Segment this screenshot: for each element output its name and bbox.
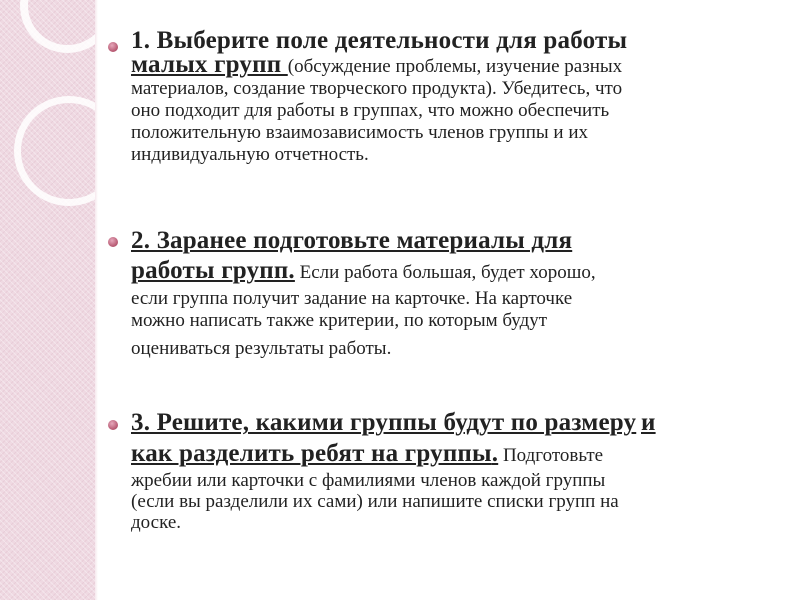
item-2-body-line: можно написать также критерии, по которым будут: [131, 310, 548, 331]
item-2-line-2: [131, 256, 771, 288]
item-2-heading-line-1: 2. Заранее подготовьте материалы для: [131, 227, 573, 254]
item-3-line-2: [131, 440, 771, 470]
item-3-text: [131, 408, 771, 533]
bullet-icon: [108, 42, 118, 52]
item-1-line-2: [131, 51, 771, 78]
item-1-text: [131, 28, 771, 166]
item-3-heading-line-1: [131, 408, 771, 440]
item-1-body-inline: (обсуждение проблемы, изучение разных: [287, 56, 623, 77]
item-3-heading-part-1: 3. Решите, какими группы будут по размеру: [131, 409, 637, 436]
decorative-ring-top: [20, 0, 95, 53]
item-2-text: [131, 226, 771, 366]
item-2-heading-line-2: работы групп.: [131, 257, 295, 284]
bullet-icon: [108, 237, 118, 247]
decorative-ring-middle: [14, 96, 95, 206]
item-3-heading-dot: .: [491, 440, 499, 467]
decorative-left-panel: [0, 0, 95, 600]
item-2-body-line: оцениваться результаты работы.: [131, 338, 392, 359]
bullet-icon: [108, 420, 118, 430]
item-3-body-line: жребии или карточки с фамилиями членов каждой группы: [131, 470, 606, 491]
item-1-heading-line-1: 1. Выберите поле деятельности для работы: [131, 27, 628, 54]
item-1-body-line: положительную взаимозависимость членов группы и их: [131, 122, 588, 143]
item-1-heading-line-2: малых групп: [131, 51, 288, 78]
panel-divider: [95, 0, 98, 600]
item-1-body-line: оно подходит для работы в группах, что можно обеспечить: [131, 100, 610, 121]
item-3-heading-line-2: как разделить ребят на группы: [131, 440, 492, 467]
item-3-body-line: доске.: [131, 512, 182, 533]
item-3-heading-and: и: [641, 409, 656, 436]
item-3-body-inline: Подготовьте: [498, 445, 604, 466]
item-1-body-line: индивидуальную отчетность.: [131, 144, 369, 165]
item-1-body-line: материалов, создание творческого продукта). Убедитесь, что: [131, 78, 623, 99]
item-3-body-line: (если вы разделили их сами) или напишите списки групп на: [131, 491, 619, 512]
item-2-body-line: если группа получит задание на карточке. На карточке: [131, 288, 573, 309]
item-2-body-inline: Если работа большая, будет хорошо,: [294, 262, 596, 283]
